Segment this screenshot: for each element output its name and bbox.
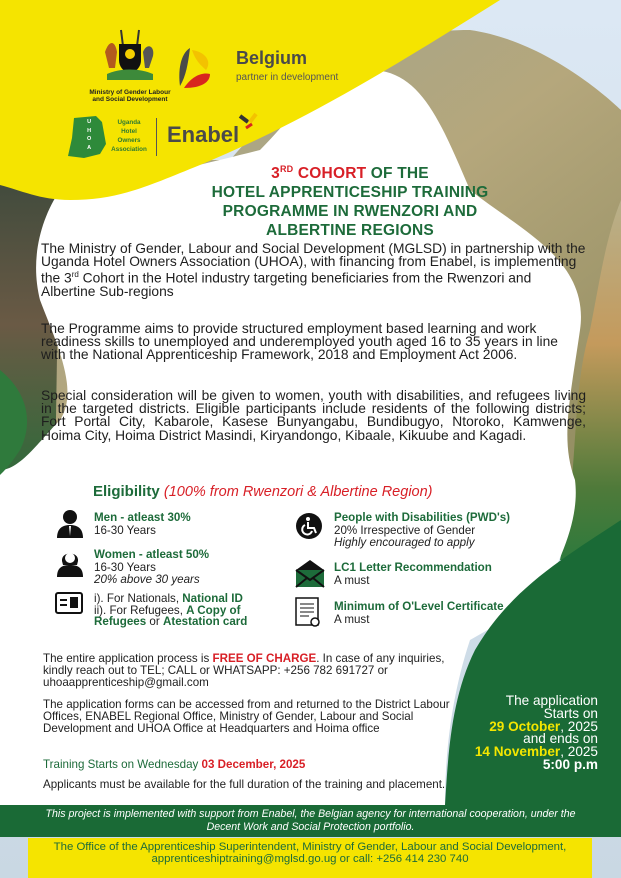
free-of-charge-notice: The entire application process is FREE OF CHARGE. In case of any inquiries, kindly reach out to TEL; CALL or WHATSAPP: +256 782 691727 or uhoaapprenticeship@gmail.com (43, 652, 445, 689)
enabel-mark-icon (236, 112, 262, 134)
ministry-name: Ministry of Gender Labour and Social Development (89, 89, 171, 103)
wheelchair-icon (295, 512, 323, 540)
uhoa-logo (66, 114, 110, 165)
application-forms-notice: The application forms can be accessed from and returned to the District Labour Offices, ENABEL Regional Office, Ministry of Gender, Labour and Social Development and UHOA Office at Headquarters and Hoima office (43, 698, 450, 735)
woman-icon (55, 547, 85, 577)
training-start-notice: Training Starts on Wednesday 03 December, 2025 (43, 758, 306, 771)
contact-footer: The Office of the Apprenticeship Superintendent, Ministry of Gender, Labour and Social Development, apprenticeshiptraining@mglsd.go.ug or call: +256 414 230 740 (28, 838, 592, 878)
eligibility-olevel: Minimum of O'Level Certificate A must (334, 600, 504, 626)
special-consideration-paragraph: Special consideration will be given to women, youth with disabilities, and refugees living in the targeted districts. Eligible participants include residents of the following districts; Fort Portal City, Kabarole, Kasese Bunyangabu, Bundibugyo, Ntoroko, Kamwenge, Hoima City, Hoima District Masindi, Kiryandongo, Kibaale, Kikuube and Kagadi. (41, 388, 586, 443)
uhoa-letters: U H O A (87, 119, 92, 151)
availability-notice: Applicants must be available for the full duration of the training and placement. (43, 778, 446, 791)
coat-of-arms-icon (101, 22, 159, 84)
eligibility-heading: Eligibility (100% from Rwenzori & Albertine Region) (93, 483, 433, 500)
man-icon (55, 508, 85, 538)
eligibility-men: Men - atleast 30% 16-30 Years (94, 511, 191, 537)
id-card-icon (55, 592, 83, 614)
eligibility-pwd: People with Disabilities (PWD's) 20% Irrespective of Gender Highly encouraged to apply (334, 511, 511, 549)
page-title: 3RD COHORT OF THE HOTEL APPRENTICESHIP TRAINING PROGRAMME IN RWENZORI AND ALBERTINE REGIONS (211, 164, 489, 240)
logo-divider (156, 118, 157, 156)
ministry-logo (80, 22, 180, 103)
eligibility-women: Women - atleast 50% 16-30 Years 20% above 30 years (94, 548, 210, 586)
belgium-tagline: partner in development (236, 72, 339, 83)
belgium-flame-icon (176, 46, 216, 90)
envelope-icon (295, 558, 325, 588)
intro-paragraph: The Ministry of Gender, Labour and Social Development (MGLSD) in partnership with the Uganda Hotel Owners Association (UHOA), with financing from Enabel, is implementing the 3rd Cohort in the Hotel industry targeting beneficiaries from the Rwenzori and Albertine Sub-regions (41, 241, 586, 300)
eligibility-id: i). For Nationals, National ID ii). For Refugees, A Copy of Refugees or Atestation card (94, 592, 248, 628)
support-footer: This project is implemented with support from Enabel, the Belgian agency for international cooperation, under the Decent Work and Social Protection portfolio. (0, 805, 621, 837)
certificate-icon (295, 597, 321, 629)
enabel-name: Enabel (167, 122, 240, 147)
belgium-name: Belgium (236, 48, 308, 68)
application-dates: The application Starts on 29 October, 2025 and ends on 14 November, 2025 5:00 p.m (474, 693, 598, 772)
eligibility-lc1: LC1 Letter Recommendation A must (334, 561, 492, 587)
belgium-logo (176, 46, 216, 95)
cohort-label: 3RD COHORT (271, 164, 367, 183)
aims-paragraph: The Programme aims to provide structured employment based learning and work readiness skills to unemployed and underemployed youth aged 16 to 35 years in line with the National Apprenticeship Framework, 2018 and Employment Act 2006. (41, 321, 558, 363)
uhoa-name: Uganda Hotel Owners Association (111, 119, 147, 153)
